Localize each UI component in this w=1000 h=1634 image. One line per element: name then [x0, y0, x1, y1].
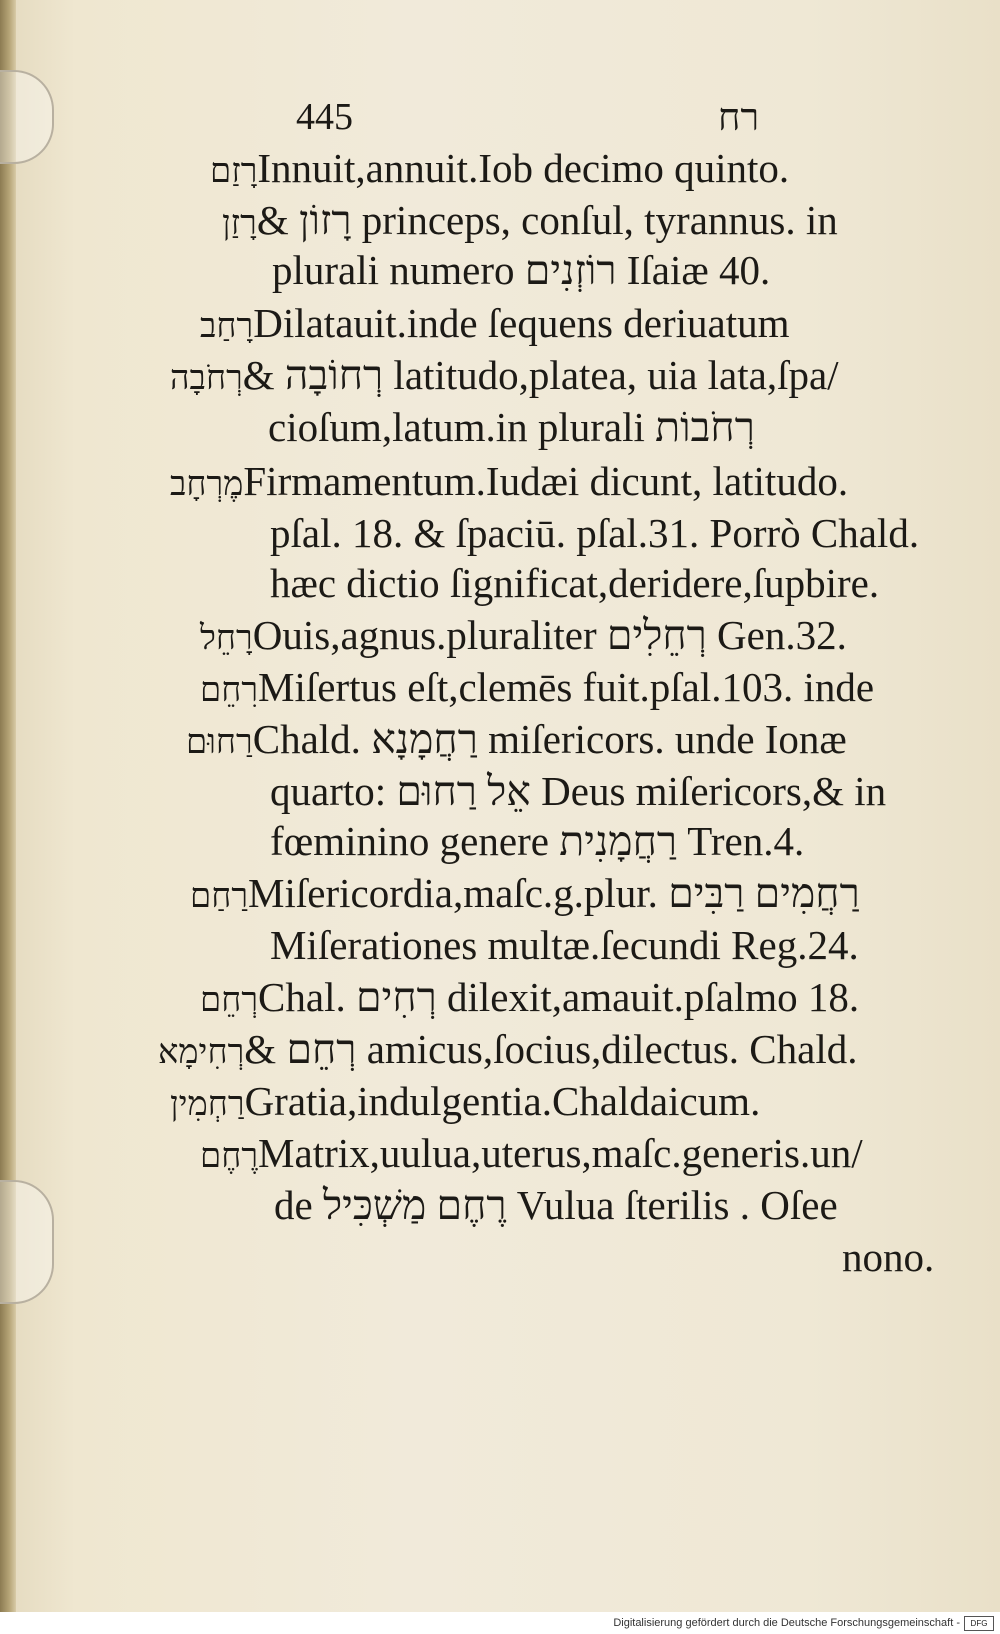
entry-0	[210, 143, 789, 196]
entry-6-hebrew: מֶרְחָב	[170, 464, 244, 504]
entry-12-latin: quarto: אֵל רַחוּם Deus miſericors,& in	[270, 768, 887, 814]
entry-8-latin: hæc dictio ſignificat,deridere,ſupbire.	[270, 560, 880, 606]
entry-11	[186, 714, 847, 767]
entry-19-latin: Matrix,uulua,uterus,maſc.generis.un/	[258, 1130, 863, 1176]
entry-9	[200, 610, 847, 663]
entry-3-hebrew: רָחַב	[200, 306, 254, 346]
entry-1	[222, 195, 838, 248]
entry-10-latin: Miſertus eſt,clemēs fuit.pſal.103. inde	[258, 664, 875, 710]
entry-4-latin: & רְחוֹבָה latitudo,platea, uia lata,ſpa/	[242, 352, 839, 398]
entry-10	[200, 662, 874, 715]
entry-12	[270, 766, 886, 816]
entry-1-hebrew: רָזַן	[222, 203, 257, 243]
entry-4	[170, 350, 839, 403]
entry-17-hebrew: רְחִימָא	[158, 1032, 245, 1072]
entry-2	[272, 245, 770, 295]
entry-21-latin: nono.	[842, 1234, 935, 1280]
entry-14	[190, 868, 860, 921]
entry-17	[158, 1024, 857, 1077]
entry-15	[270, 920, 859, 970]
digitization-footer	[0, 1612, 1000, 1634]
entry-15-latin: Miſerationes multæ.ſecundi Reg.24.	[270, 922, 859, 968]
entry-17-latin: & רְחֵם amicus,ſocius,dilectus. Chald.	[244, 1026, 858, 1072]
entry-19-hebrew: רֶחֶם	[200, 1136, 259, 1176]
entry-18-hebrew: רַחְמִין	[170, 1084, 245, 1124]
entry-3-latin: Dilatauit.inde ſequens deriuatum	[253, 300, 790, 346]
entry-18	[170, 1076, 760, 1129]
entry-16-latin: Chal. רְחִים dilexit,amauit.pſalmo 18.	[258, 974, 860, 1020]
entry-14-hebrew: רַחַם	[190, 876, 249, 916]
entry-13	[270, 816, 804, 866]
entry-7-latin: pſal. 18. & ſpaciū. pſal.31. Porrò Chald.	[270, 510, 920, 556]
footer-credit: Digitalisierung gefördert durch die Deutsche Forschungsgemeinschaft -	[613, 1617, 960, 1629]
entry-5	[268, 402, 755, 452]
entry-1-latin: & רָזוֹן princeps, conſul, tyrannus. in	[256, 197, 838, 243]
entry-3	[200, 298, 789, 351]
entry-11-latin: Chald. רַחֲמָנָא miſericors. unde Ionæ	[252, 716, 847, 762]
entry-7	[270, 508, 919, 558]
entry-11-hebrew: רַחוּם	[186, 722, 253, 762]
entry-19	[200, 1128, 863, 1181]
entry-16-hebrew: רְחֵם	[200, 980, 259, 1020]
entry-5-latin: cioſum,latum.in plurali רְחֹבוֹת	[268, 404, 755, 450]
entry-0-latin: Innuit,annuit.Iob decimo quinto.	[257, 145, 790, 191]
running-head: רח	[718, 95, 760, 139]
entry-16	[200, 972, 859, 1025]
entry-2-latin: plurali numero רוֹזְנִים Iſaiæ 40.	[272, 247, 771, 293]
entry-6	[170, 456, 848, 509]
entry-18-latin: Gratia,indulgentia.Chaldaicum.	[244, 1078, 761, 1124]
entry-10-hebrew: רִחֵם	[200, 670, 259, 710]
entry-9-hebrew: רָחֵל	[200, 618, 253, 658]
entry-6-latin: Firmamentum.Iudæi dicunt, latitudo.	[243, 458, 849, 504]
entry-9-latin: Ouis,agnus.pluraliter רְחֵלִים Gen.32.	[252, 612, 847, 658]
entry-8	[270, 558, 879, 608]
entry-20-latin: de רֶחֶם מַשְׁכִּיל Vulua ſterilis . Oſee	[274, 1182, 838, 1228]
entry-21	[842, 1232, 934, 1282]
entry-14-latin: Miſericordia,maſc.g.plur. רַחֲמִים רַבִּים	[248, 870, 860, 916]
dfg-logo: DFG	[964, 1616, 994, 1631]
entry-0-hebrew: רָזַם	[210, 151, 258, 191]
entry-4-hebrew: רְחֹבָה	[170, 358, 243, 398]
page-number: 445	[296, 96, 353, 138]
entry-13-latin: fœminino genere רַחֲמָנִית Tren.4.	[270, 818, 805, 864]
entry-20	[274, 1180, 838, 1230]
